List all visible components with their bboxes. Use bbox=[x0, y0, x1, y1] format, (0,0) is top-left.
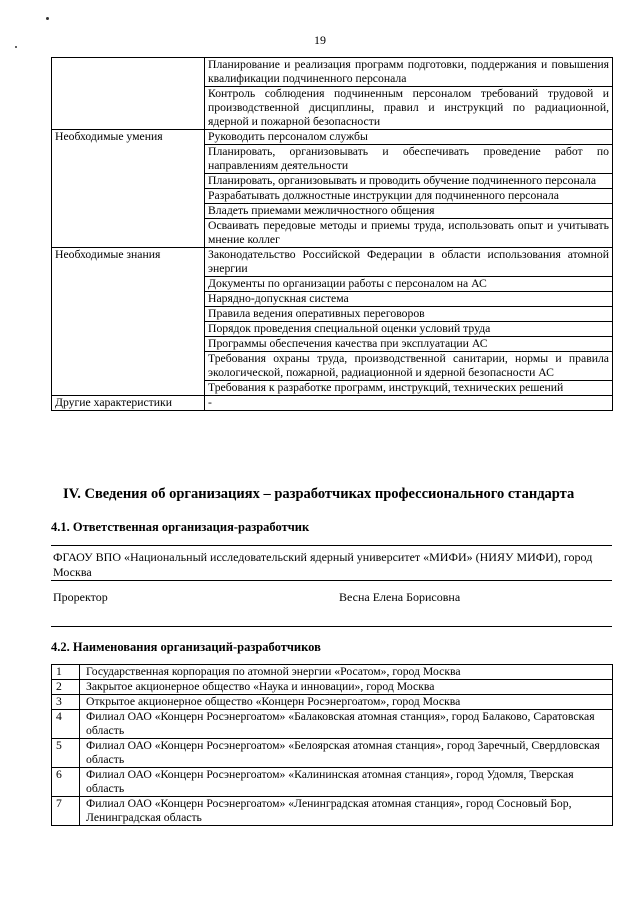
row-item: Требования охраны труда, производственной санитарии, нормы и правила экологической, пожарной, радиационной и ядерной безопасности АС bbox=[205, 352, 613, 381]
row-item: Владеть приемами межличностного общения bbox=[205, 204, 613, 219]
developer-name: Филиал ОАО «Концерн Росэнергоатом» «Калининская атомная станция», город Удомля, Тверская область bbox=[80, 768, 613, 797]
table-row bbox=[52, 710, 613, 739]
table-row bbox=[52, 768, 613, 797]
responsible-organization-block bbox=[51, 545, 612, 627]
divider bbox=[51, 580, 612, 581]
developer-number: 6 bbox=[52, 768, 80, 797]
row-item: Нарядно-допускная система bbox=[205, 292, 613, 307]
table-row bbox=[52, 396, 613, 411]
page-number: 19 bbox=[314, 33, 326, 47]
developer-name: Филиал ОАО «Концерн Росэнергоатом» «Ленинградская атомная станция», город Сосновый Бор, Ленинградская область bbox=[80, 797, 613, 826]
signatory-name: Весна Елена Борисовна bbox=[339, 590, 461, 604]
row-item: Разрабатывать должностные инструкции для подчиненного персонала bbox=[205, 189, 613, 204]
scan-speck bbox=[46, 17, 49, 20]
table-row bbox=[52, 695, 613, 710]
developer-number: 2 bbox=[52, 680, 80, 695]
row-item: Порядок проведения специальной оценки условий труда bbox=[205, 322, 613, 337]
responsible-organization-name: ФГАОУ ВПО «Национальный исследовательский ядерный университет «МИФИ» (НИЯУ МИФИ), город Москва bbox=[53, 550, 593, 579]
developer-name: Закрытое акционерное общество «Наука и инновации», город Москва bbox=[80, 680, 613, 695]
signatory-position: Проректор bbox=[53, 590, 108, 604]
developer-number: 4 bbox=[52, 710, 80, 739]
row-label: Необходимые знания bbox=[52, 248, 205, 396]
row-item: Планирование и реализация программ подготовки, поддержания и повышения квалификации подчиненного персонала bbox=[205, 58, 613, 87]
subsection-4-1-title: 4.1. Ответственная организация-разработчик bbox=[51, 520, 310, 534]
row-item: Документы по организации работы с персоналом на АС bbox=[205, 277, 613, 292]
developer-name: Филиал ОАО «Концерн Росэнергоатом» «Балаковская атомная станция», город Балаково, Саратовская область bbox=[80, 710, 613, 739]
table-row bbox=[52, 739, 613, 768]
row-item: Контроль соблюдения подчиненным персоналом требований трудовой и производственной дисциплины, правил и инструкций по радиационной, ядерной и пожарной безопасности bbox=[205, 87, 613, 130]
table-row bbox=[52, 797, 613, 826]
developer-organizations-table bbox=[51, 664, 613, 826]
developer-number: 5 bbox=[52, 739, 80, 768]
row-label: Необходимые умения bbox=[52, 130, 205, 248]
row-item: Планировать, организовывать и обеспечивать проведение работ по направлениям деятельности bbox=[205, 145, 613, 174]
row-label bbox=[52, 58, 205, 130]
row-item: Руководить персоналом службы bbox=[205, 130, 613, 145]
row-item: Законодательство Российской Федерации в области использования атомной энергии bbox=[205, 248, 613, 277]
row-item: Программы обеспечения качества при эксплуатации АС bbox=[205, 337, 613, 352]
developer-name: Открытое акционерное общество «Концерн Росэнергоатом», город Москва bbox=[80, 695, 613, 710]
table-row bbox=[52, 248, 613, 277]
row-item: Требования к разработке программ, инструкций, технических решений bbox=[205, 381, 613, 396]
table-row bbox=[52, 665, 613, 680]
subsection-4-2-title: 4.2. Наименования организаций-разработчиков bbox=[51, 640, 321, 654]
table-row bbox=[52, 680, 613, 695]
developer-name: Филиал ОАО «Концерн Росэнергоатом» «Белоярская атомная станция», город Заречный, Свердловская область bbox=[80, 739, 613, 768]
section-4-title: IV. Сведения об организациях – разработчиках профессионального стандарта bbox=[63, 486, 575, 502]
table-row bbox=[52, 130, 613, 145]
developer-number: 7 bbox=[52, 797, 80, 826]
row-item: Планировать, организовывать и проводить обучение подчиненного персонала bbox=[205, 174, 613, 189]
developer-number: 3 bbox=[52, 695, 80, 710]
row-item: Правила ведения оперативных переговоров bbox=[205, 307, 613, 322]
developer-number: 1 bbox=[52, 665, 80, 680]
developer-name: Государственная корпорация по атомной энергии «Росатом», город Москва bbox=[80, 665, 613, 680]
row-label: Другие характеристики bbox=[52, 396, 205, 411]
row-item: Осваивать передовые методы и приемы труда, использовать опыт и учитывать мнение коллег bbox=[205, 219, 613, 248]
table-row bbox=[52, 58, 613, 87]
row-item: - bbox=[205, 396, 613, 411]
skills-knowledge-table bbox=[51, 57, 613, 411]
